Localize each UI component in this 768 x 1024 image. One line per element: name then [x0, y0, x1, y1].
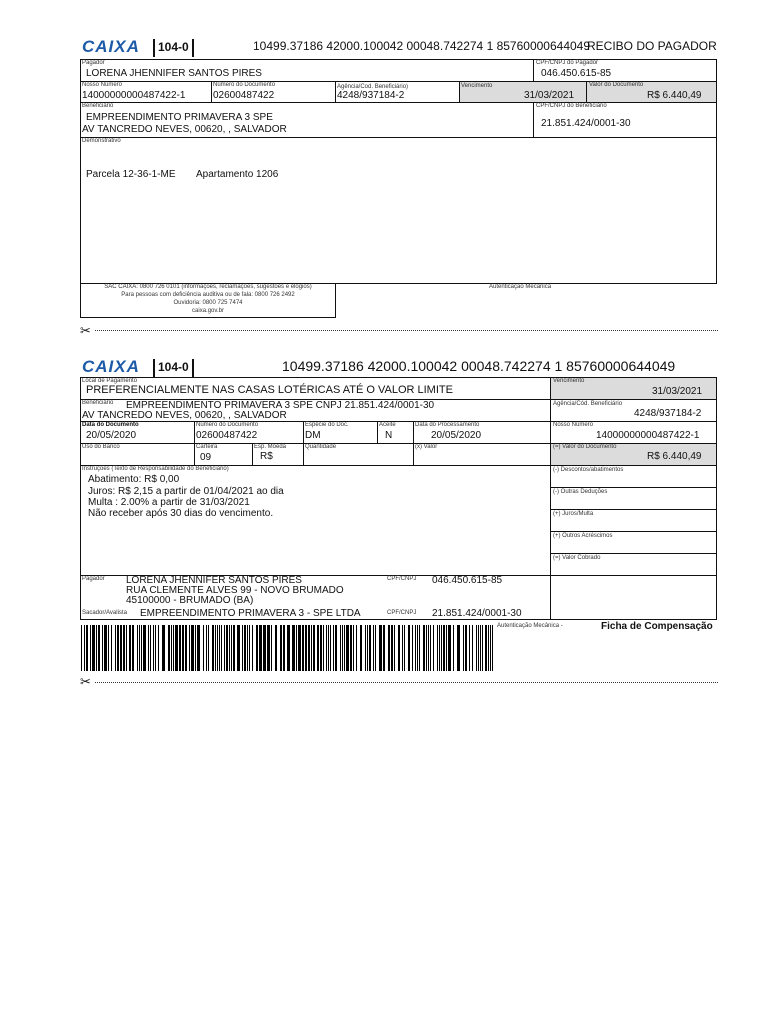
juros-multa-label: (+) Juros/Multa: [553, 511, 594, 517]
barcode-image: [81, 625, 494, 671]
agencia-value: 4248/937184-2: [634, 408, 702, 419]
outros-acrescimos-label: (+) Outros Acréscimos: [553, 533, 613, 539]
especie-doc-value: DM: [305, 430, 321, 441]
beneficiario-line2: AV TANCREDO NEVES, 00620, , SALVADOR: [82, 410, 287, 421]
cut-line: [95, 682, 718, 683]
demonstrativo-parcela: Parcela 12-36-1-ME: [86, 169, 176, 180]
quantidade-label: Quantidade: [305, 444, 337, 450]
agencia-label: Agência/Cód. Beneficiário: [553, 401, 623, 407]
sac-line4: caixa.gov.br: [192, 308, 224, 314]
vencimento-value: 31/03/2021: [524, 90, 575, 101]
demonstrativo-label: Demonstrativo: [82, 138, 121, 144]
instrucoes-label: Instruções (Texto de Responsabilidade do Beneficiário): [82, 466, 229, 472]
vencimento-label: Vencimento: [461, 83, 493, 89]
pagador-address1: RUA CLEMENTE ALVES 99 - NOVO BRUMADO: [126, 585, 344, 596]
vencimento-label: Vencimento: [553, 378, 585, 384]
sac-line3: Ouvidoria: 0800 725 7474: [173, 300, 243, 306]
numero-documento-label: Número do Documento: [196, 422, 259, 428]
nosso-numero-label: Nosso Número: [553, 422, 594, 428]
esp-moeda-value: R$: [260, 451, 273, 462]
caixa-logo: CAIXA: [82, 37, 140, 56]
carteira-label: Carteira: [196, 444, 218, 450]
numero-documento-label: Número do Documento: [213, 82, 276, 88]
outras-deducoes-label: (-) Outras Deduções: [553, 489, 608, 495]
cpf-pagador-label: CPF/CNPJ do Pagador: [536, 60, 599, 66]
numero-documento-value: 02600487422: [196, 430, 258, 441]
valor-documento-value: R$ 6.440,49: [647, 90, 702, 101]
digitable-line: 10499.37186 42000.100042 00048.742274 1 85760000644049: [253, 39, 591, 53]
bank-code: 104-0: [153, 39, 194, 57]
agencia-value: 4248/937184-2: [337, 90, 405, 101]
sacador-cnpj-label: CPF/CNPJ: [387, 610, 417, 616]
descontos-label: (-) Descontos/abatimentos: [553, 467, 624, 473]
caixa-logo: CAIXA: [82, 357, 140, 376]
scissors-icon: ✂: [80, 323, 91, 338]
sacador-label: Sacador/Avalista: [82, 610, 127, 616]
pagador-name: LORENA JHENNIFER SANTOS PIRES: [126, 575, 302, 586]
valor-documento-value: R$ 6.440,49: [647, 451, 702, 462]
beneficiario-line1: EMPREENDIMENTO PRIMAVERA 3 SPE CNPJ 21.851.424/0001-30: [126, 400, 435, 411]
pagador-label: Pagador: [82, 576, 105, 582]
beneficiario-line2: AV TANCREDO NEVES, 00620, , SALVADOR: [82, 124, 287, 135]
nosso-numero-value: 14000000000487422-1: [596, 430, 700, 441]
ficha-title: Ficha de Compensação: [601, 621, 713, 632]
cut-line: [95, 330, 718, 331]
cnpj-beneficiario-value: 21.851.424/0001-30: [541, 118, 631, 129]
esp-moeda-label: Esp. Moeda: [254, 444, 287, 450]
beneficiario-label: Beneficiário: [82, 400, 114, 406]
sacador-value: EMPREENDIMENTO PRIMAVERA 3 - SPE LTDA: [140, 608, 361, 619]
scissors-icon: ✂: [80, 674, 91, 689]
cnpj-beneficiario-label: CPF/CNPJ do Beneficiário: [536, 103, 607, 109]
data-documento-label: Data do Documento: [82, 422, 139, 428]
pagador-value: LORENA JHENNIFER SANTOS PIRES: [86, 68, 262, 79]
vencimento-value: 31/03/2021: [652, 386, 703, 397]
header-title: RECIBO DO PAGADOR: [587, 39, 717, 53]
numero-documento-value: 02600487422: [213, 90, 275, 101]
instrucao-juros: Juros: R$ 2,15 a partir de 01/04/2021 ao dia: [88, 486, 284, 497]
x-valor-label: (x) Valor: [415, 444, 438, 450]
autenticacao-label: Autenticação Mecânica: [489, 284, 552, 290]
beneficiario-line1: EMPREENDIMENTO PRIMAVERA 3 SPE: [86, 112, 273, 123]
uso-banco-label: Uso do Banco: [82, 444, 120, 450]
valor-documento-label: (=) Valor do Documento: [553, 444, 617, 450]
digitable-line: 10499.37186 42000.100042 00048.742274 1 85760000644049: [282, 358, 676, 374]
beneficiario-label: Beneficiário: [82, 103, 114, 109]
local-pagamento-label: Local de Pagamento: [82, 378, 138, 384]
demonstrativo-apartamento: Apartamento 1206: [196, 169, 279, 180]
agencia-label: Agência/Cod. Beneficiário): [337, 84, 409, 90]
nosso-numero-value: 14000000000487422-1: [82, 90, 186, 101]
instrucao-multa: Multa : 2.00% a partir de 31/03/2021: [88, 497, 250, 508]
sac-line1: SAC CAIXA: 0800 726 0101 (informações, reclamações, sugestões e elogios): [104, 284, 312, 290]
carteira-value: 09: [200, 452, 212, 463]
bank-code: 104-0: [153, 359, 194, 377]
pagador-label: Pagador: [82, 60, 105, 66]
sac-line2: Para pessoas com deficiência auditiva ou de fala: 0800 726 2492: [121, 292, 295, 298]
data-processamento-value: 20/05/2020: [431, 430, 482, 441]
aceite-label: Aceite: [379, 422, 396, 428]
aceite-value: N: [385, 430, 393, 441]
instrucao-abatimento: Abatimento: R$ 0,00: [88, 474, 180, 485]
instrucao-prazo: Não receber após 30 dias do vencimento.: [88, 508, 274, 519]
especie-doc-label: Espécie do Doc.: [305, 422, 349, 428]
nosso-numero-label: Nosso Número: [82, 82, 123, 88]
data-processamento-label: Data do Processamento: [415, 422, 480, 428]
autenticacao-label: Autenticação Mecânica -: [497, 623, 563, 629]
sacador-cnpj-value: 21.851.424/0001-30: [432, 608, 522, 619]
pagador-address2: 45100000 - BRUMADO (BA): [126, 595, 254, 606]
cpf-pagador-value: 046.450.615-85: [541, 68, 612, 79]
valor-documento-label: Valor do Documento: [589, 82, 644, 88]
local-pagamento-value: PREFERENCIALMENTE NAS CASAS LOTÉRICAS ATÉ O VALOR LIMITE: [86, 384, 453, 396]
data-documento-value: 20/05/2020: [86, 430, 137, 441]
pagador-cpf-label: CPF/CNPJ: [387, 576, 417, 582]
pagador-cpf-value: 046.450.615-85: [432, 575, 503, 586]
valor-cobrado-label: (=) Valor Cobrado: [553, 555, 601, 561]
